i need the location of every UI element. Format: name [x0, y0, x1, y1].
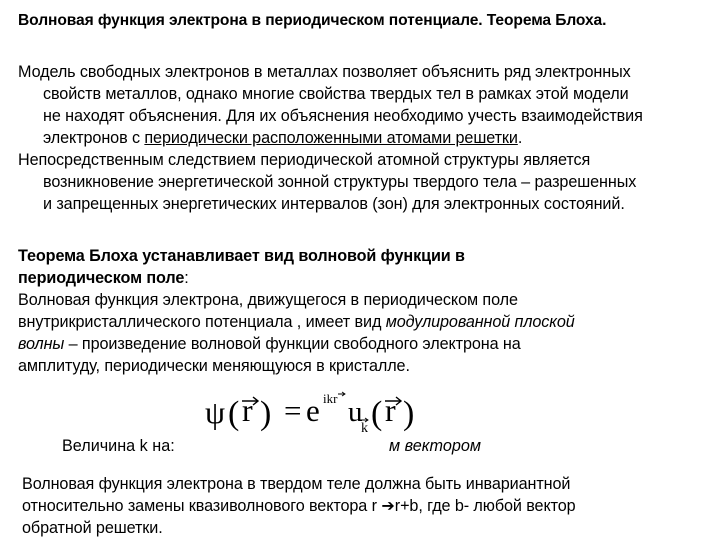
exponent-vector-arrow-icon: [338, 392, 345, 396]
subscript-k: k: [361, 421, 368, 436]
invariant-line-2-end: r+b, где b- любой вектор: [394, 497, 576, 515]
modulated-plane-wave-italic: модулированной плоской: [385, 313, 575, 331]
bloch-line-3: [18, 334, 521, 354]
formula-right-open-paren: (: [371, 395, 383, 432]
bloch-heading-colon: :: [184, 269, 189, 287]
position-vector-r-2: r: [385, 392, 396, 428]
bloch-line-2: [18, 312, 575, 332]
amplitude-u: u: [348, 396, 363, 428]
bloch-line-2-start: внутрикристаллического потенциала , имеет вид: [18, 313, 386, 331]
invariant-line-2-start: относительно замены квазиволнового вектора r: [22, 497, 382, 515]
paragraph-1-line-4-end: .: [517, 129, 523, 147]
exponential-base-e: e: [306, 393, 320, 428]
page-title: Волновая функция электрона в периодическом потенциале. Теорема Блоха.: [18, 12, 607, 29]
bloch-line-1: Волновая функция электрона, движущегося в периодическом поле: [18, 291, 518, 309]
paragraph-1-line-4: [43, 128, 522, 148]
bloch-heading-line-2: [18, 268, 189, 288]
periodic-field-bold: периодическом поле: [18, 269, 185, 287]
formula-right-paren: ): [260, 395, 272, 432]
paragraph-1-line-1: Модель свободных электронов в металлах позволяет объяснить ряд электронных: [18, 63, 631, 81]
paragraph-1-line-4-start: электронов с: [43, 129, 145, 147]
bloch-line-3-end: – произведение волновой функции свободного электрона на: [64, 335, 521, 353]
bloch-heading-line-1: Теорема Блоха устанавливает вид волновой функции в: [18, 247, 465, 265]
bloch-wavefunction-formula: [205, 389, 415, 441]
invariant-line-3: обратной решетки.: [22, 519, 163, 537]
paragraph-2-line-2: возникновение энергетической зонной структуры твердого тела – разрешенных: [43, 173, 637, 191]
equals-sign: =: [284, 393, 302, 428]
formula-final-right-paren: ): [403, 395, 415, 432]
paragraph-1-line-2: свойств металлов, однако многие свойства твердых тел в рамках этой модели: [43, 85, 629, 103]
formula-left-paren: (: [228, 395, 240, 432]
partial-definition-left: Величина k на:: [62, 437, 175, 455]
paragraph-2-line-1: Непосредственным следствием периодической атомной структуры является: [18, 151, 591, 169]
partial-definition-right: м вектором: [389, 437, 481, 455]
invariant-line-2: [22, 496, 576, 516]
wave-italic: волны: [18, 335, 65, 353]
paragraph-1-line-3: не находят объяснения. Для их объяснения необходимо учесть взаимодействия: [43, 107, 643, 125]
position-vector-r: r: [242, 392, 253, 428]
periodic-atoms-underlined-text: периодически расположенными атомами решетки: [144, 129, 518, 147]
psi-symbol: ψ: [205, 394, 226, 430]
formula-svg: [205, 389, 415, 441]
bloch-line-4: амплитуду, периодически меняющуюся в кристалле.: [18, 357, 410, 375]
right-arrow-icon: ➔: [381, 497, 395, 515]
invariant-line-1: Волновая функция электрона в твердом теле должна быть инвариантной: [22, 475, 571, 493]
paragraph-2-line-3: и запрещенных энергетических интервалов (зон) для электронных состояний.: [43, 195, 625, 213]
exponent-ikr: ikr: [323, 391, 338, 406]
